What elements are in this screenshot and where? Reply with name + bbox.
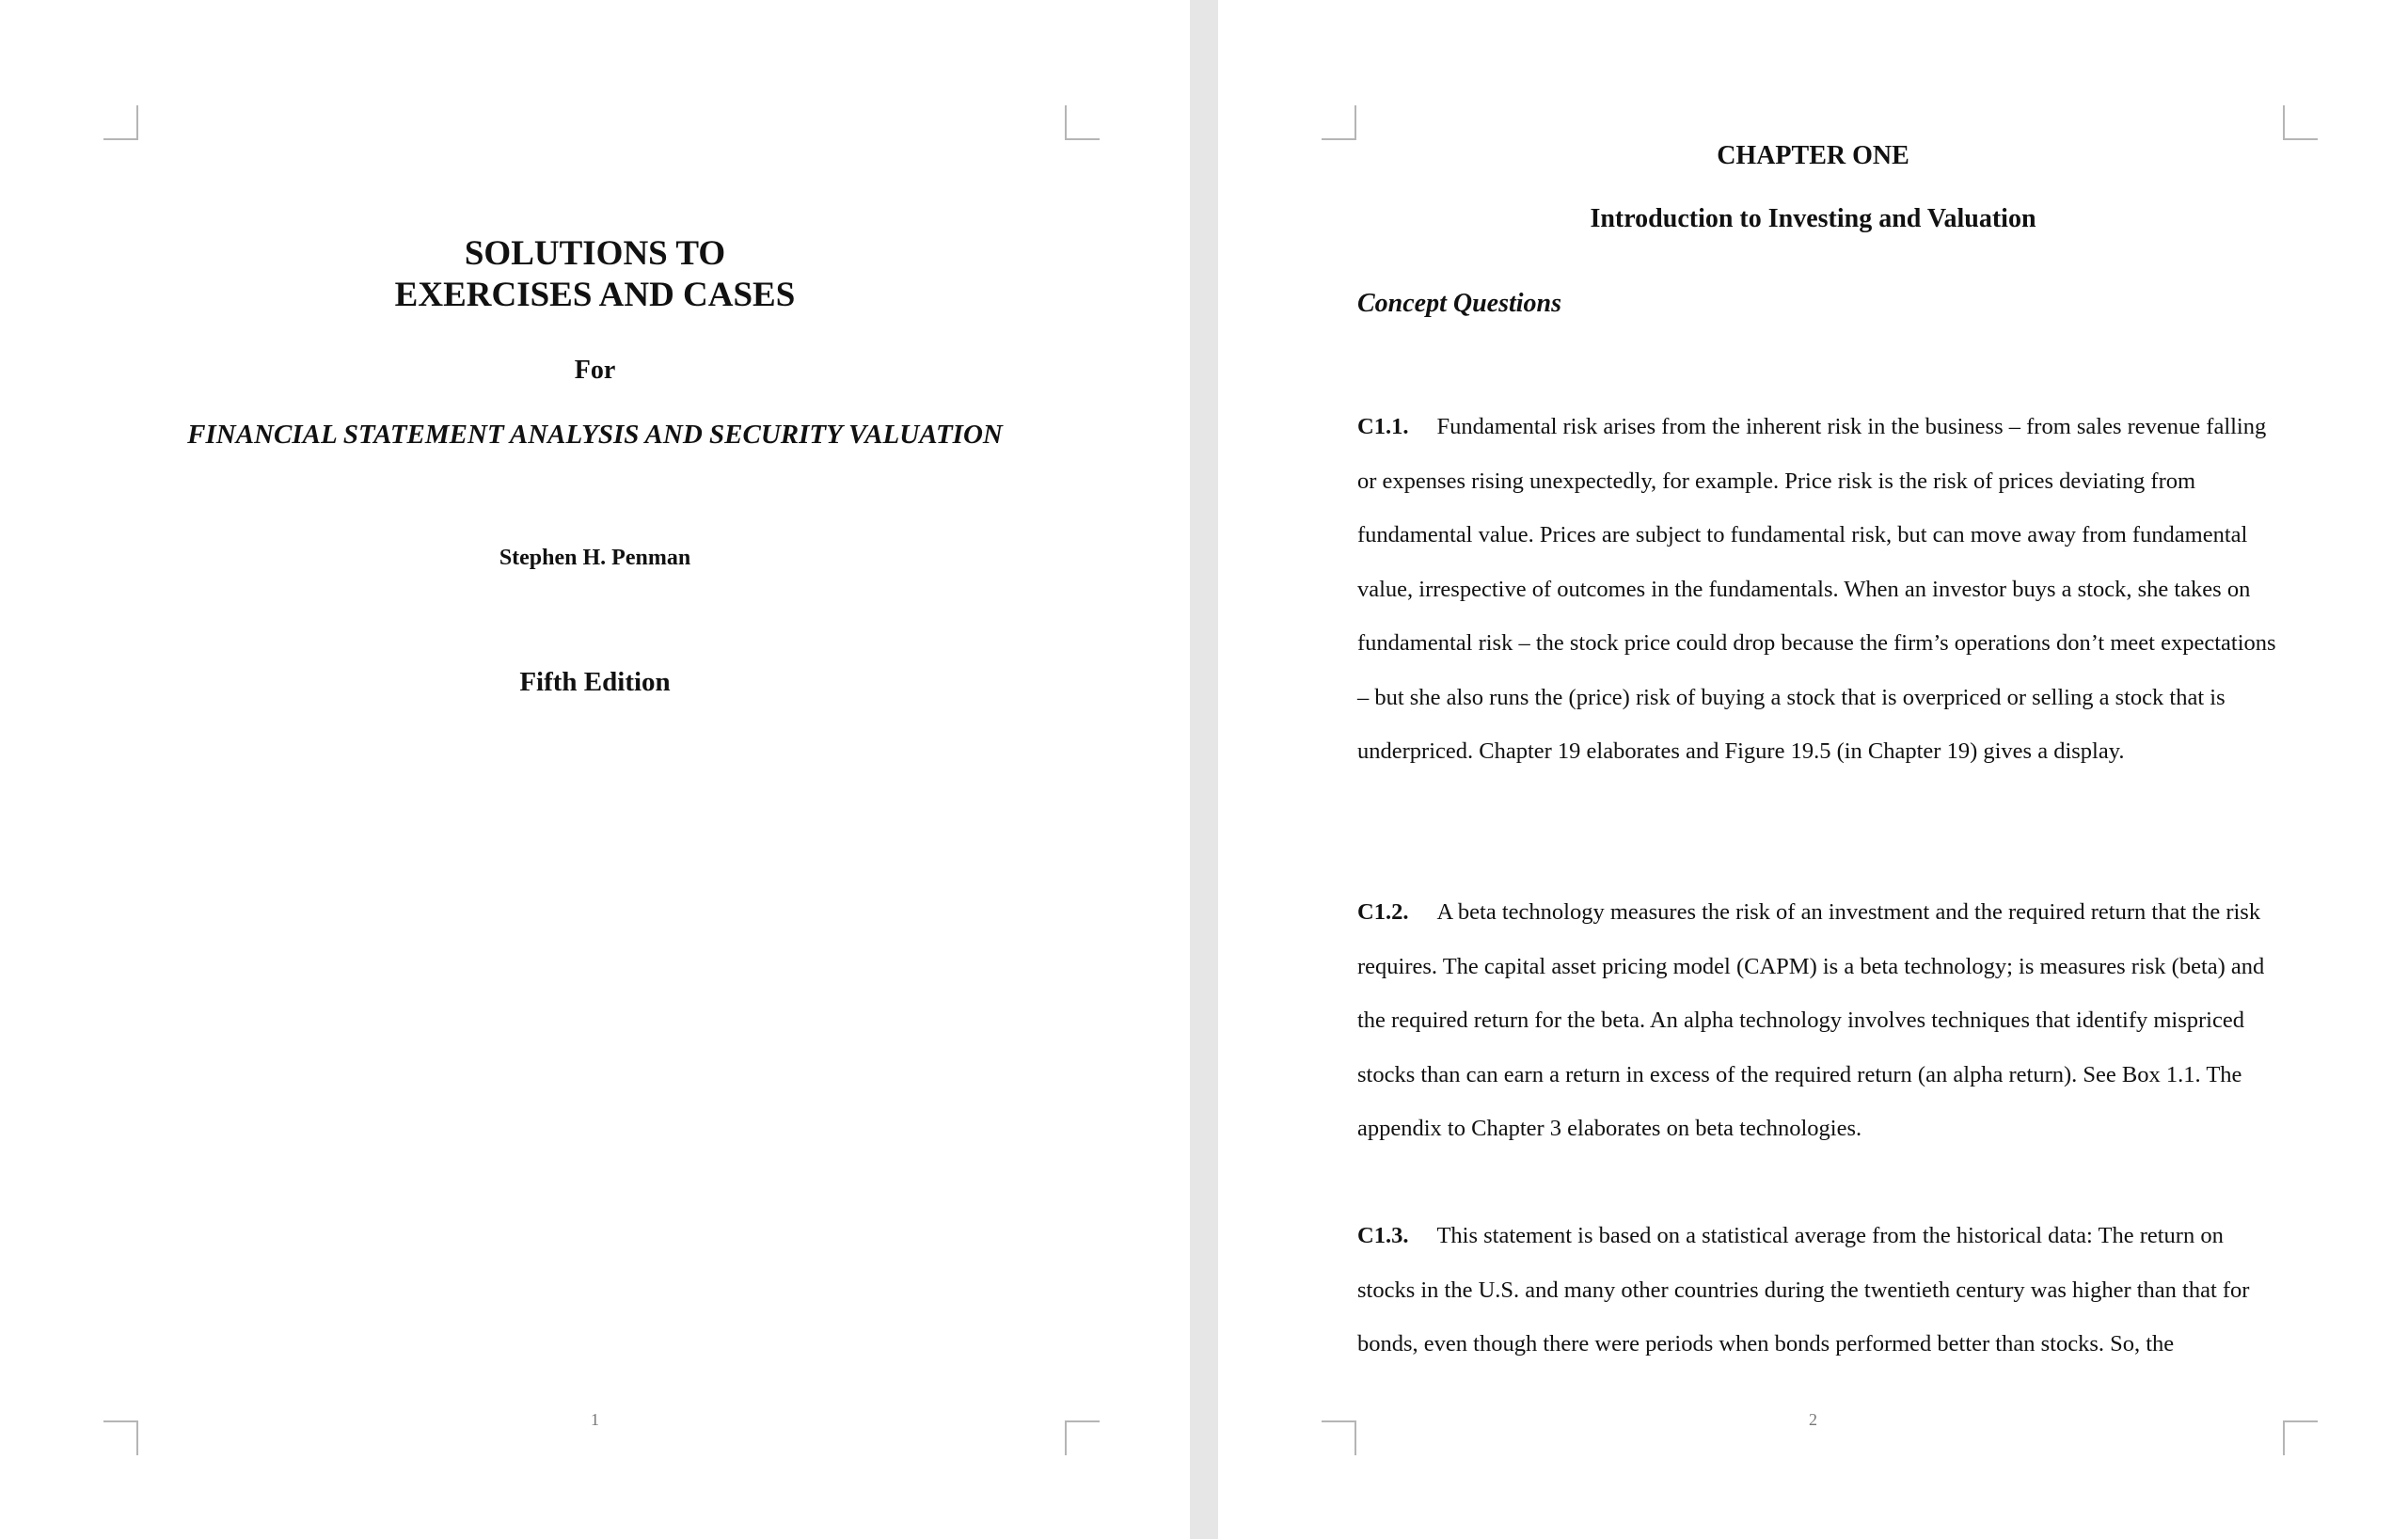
document-page-2 — [1218, 0, 2408, 1539]
concept-question — [1357, 885, 2279, 1156]
book-title: FINANCIAL STATEMENT ANALYSIS AND SECURITY VALUATION — [187, 420, 1003, 450]
question-answer-text: Fundamental risk arises from the inherent risk in the business – from sales revenue falling or expenses rising unexpectedly, for example. Price risk is the risk of prices deviating from fundamental value. Prices are subject to fundamental risk, but can move away from fundamental value, irrespective of outcomes in the fundamentals. When an investor buys a stock, she takes on fundamental risk – the stock price could drop because the firm’s operations don’t meet expectations – but she also runs the (price) risk of buying a stock that is overpriced or selling a stock that is underpriced. Chapter 19 elaborates and Figure 19.5 (in Chapter 19) gives a display. — [1357, 414, 2276, 764]
chapter-label: CHAPTER ONE — [1717, 141, 1909, 170]
chapter-title: Introduction to Investing and Valuation — [1590, 204, 2036, 233]
question-answer-text: A beta technology measures the risk of an investment and the required return that the risk requires. The capital asset pricing model (CAPM) is a beta technology; is measures risk (beta) and the required return for the beta. An alpha technology involves techniques that identify mispriced stocks than can earn a return in excess of the required return (an alpha return). See Box 1.1. The appendix to Chapter 3 elaborates on beta technologies. — [1357, 899, 2265, 1141]
page-number: 1 — [591, 1410, 599, 1429]
concept-question — [1357, 1209, 2279, 1372]
for-label: For — [574, 356, 616, 385]
edition-label: Fifth Edition — [519, 667, 671, 697]
corner-mark-top-right — [1065, 105, 1100, 140]
corner-mark-top-left — [103, 105, 138, 140]
page-number: 2 — [1809, 1410, 1817, 1429]
question-number: C1.2. — [1357, 899, 1409, 925]
question-number: C1.1. — [1357, 414, 1409, 439]
title-line-2: EXERCISES AND CASES — [394, 276, 796, 314]
question-answer-text: This statement is based on a statistical average from the historical data: The return on stocks in the U.S. and many other countries during the twentieth century was higher than that for bonds, even though there were periods when bonds performed better than stocks. So, the — [1357, 1223, 2250, 1357]
corner-mark-top-left — [1322, 105, 1356, 140]
page-gap — [1190, 0, 1218, 1539]
title-block — [0, 233, 1190, 316]
corner-mark-top-right — [2283, 105, 2318, 140]
question-number: C1.3. — [1357, 1223, 1409, 1248]
document-page-1 — [0, 0, 1190, 1539]
title-line-1: SOLUTIONS TO — [464, 234, 726, 273]
section-heading: Concept Questions — [1357, 289, 1562, 318]
author-name: Stephen H. Penman — [499, 546, 691, 570]
concept-question — [1357, 400, 2279, 779]
